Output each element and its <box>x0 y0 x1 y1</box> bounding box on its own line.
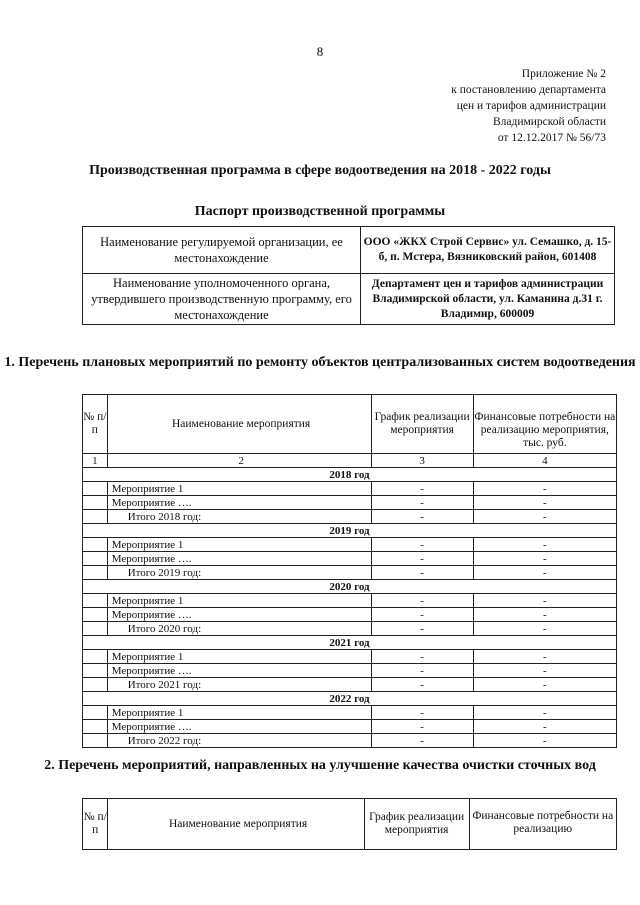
table-row <box>83 552 617 566</box>
measure-schedule: - <box>371 608 473 622</box>
total-schedule: - <box>371 734 473 748</box>
annex-block <box>451 66 606 146</box>
measure-schedule: - <box>371 496 473 510</box>
section1-title: 1. Перечень плановых мероприятий по ремонту объектов централизованных систем водоотведения <box>4 355 636 370</box>
row-number <box>83 510 108 524</box>
index-cell: 3 <box>371 454 473 468</box>
year-heading: 2021 год <box>83 636 617 650</box>
header-schedule: График реализации мероприятия <box>364 799 469 850</box>
table-row <box>83 706 617 720</box>
measure-name: Мероприятие …. <box>107 664 371 678</box>
year-heading: 2020 год <box>83 580 617 594</box>
year-row <box>83 580 617 594</box>
row-number <box>83 650 108 664</box>
measure-schedule: - <box>371 538 473 552</box>
measure-schedule: - <box>371 706 473 720</box>
total-finance: - <box>473 678 616 692</box>
table-row <box>83 594 617 608</box>
total-label: Итого 2019 год: <box>107 566 371 580</box>
row-number <box>83 482 108 496</box>
index-cell: 4 <box>473 454 616 468</box>
measure-finance: - <box>473 538 616 552</box>
table-row <box>83 496 617 510</box>
year-heading: 2022 год <box>83 692 617 706</box>
row-number <box>83 622 108 636</box>
header-number: № п/п <box>83 799 108 850</box>
section2-title: 2. Перечень мероприятий, направленных на улучшение качества очистки сточных вод <box>44 758 596 773</box>
measure-finance: - <box>473 594 616 608</box>
total-label: Итого 2022 год: <box>107 734 371 748</box>
passport-label: Наименование уполномоченного органа, утвердившего производственную программу, его местонахождение <box>83 274 361 325</box>
row-number <box>83 664 108 678</box>
total-label: Итого 2018 год: <box>107 510 371 524</box>
wastewater-measures-table <box>82 798 617 850</box>
total-row <box>83 734 617 748</box>
measure-finance: - <box>473 706 616 720</box>
header-schedule: График реализации мероприятия <box>371 395 473 454</box>
measure-finance: - <box>473 482 616 496</box>
measure-schedule: - <box>371 594 473 608</box>
measure-name: Мероприятие 1 <box>107 706 371 720</box>
row-number <box>83 538 108 552</box>
row-number <box>83 566 108 580</box>
annex-line: от 12.12.2017 № 56/73 <box>497 132 606 144</box>
annex-line: цен и тарифов администрации <box>456 100 606 112</box>
measure-schedule: - <box>371 720 473 734</box>
measure-name: Мероприятие 1 <box>107 650 371 664</box>
header-name: Наименование мероприятия <box>107 395 371 454</box>
total-finance: - <box>473 510 616 524</box>
annex-line: Владимирской области <box>492 116 606 128</box>
year-row <box>83 468 617 482</box>
total-finance: - <box>473 734 616 748</box>
row-number <box>83 496 108 510</box>
total-row <box>83 566 617 580</box>
year-heading: 2019 год <box>83 524 617 538</box>
measure-schedule: - <box>371 552 473 566</box>
passport-row <box>83 227 615 274</box>
total-finance: - <box>473 622 616 636</box>
measure-finance: - <box>473 650 616 664</box>
annex-line: Приложение № 2 <box>521 68 606 80</box>
table-header-row <box>83 799 617 850</box>
passport-label: Наименование регулируемой организации, ее местонахождение <box>83 227 361 274</box>
annex-line: к постановлению департамента <box>451 84 606 96</box>
total-schedule: - <box>371 566 473 580</box>
passport-row <box>83 274 615 325</box>
passport-table <box>82 226 615 325</box>
header-number: № п/п <box>83 395 108 454</box>
table-header-row <box>83 395 617 454</box>
total-schedule: - <box>371 678 473 692</box>
measure-name: Мероприятие …. <box>107 552 371 566</box>
total-row <box>83 510 617 524</box>
total-finance: - <box>473 566 616 580</box>
measure-name: Мероприятие 1 <box>107 482 371 496</box>
passport-value: Департамент цен и тарифов администрации Владимирской области, ул. Каманина д.31 г. Владимир, 600009 <box>361 274 615 325</box>
index-cell: 1 <box>83 454 108 468</box>
row-number <box>83 608 108 622</box>
measure-schedule: - <box>371 650 473 664</box>
year-row <box>83 524 617 538</box>
index-cell: 2 <box>107 454 371 468</box>
passport-value: ООО «ЖКХ Строй Сервис» ул. Семашко, д. 15-б, п. Мстера, Вязниковский район, 601408 <box>361 227 615 274</box>
total-row <box>83 622 617 636</box>
row-number <box>83 720 108 734</box>
header-name: Наименование мероприятия <box>108 799 364 850</box>
passport-title: Паспорт производственной программы <box>194 204 446 219</box>
measure-finance: - <box>473 664 616 678</box>
measure-finance: - <box>473 552 616 566</box>
row-number <box>83 594 108 608</box>
measure-name: Мероприятие …. <box>107 608 371 622</box>
total-schedule: - <box>371 622 473 636</box>
table-row <box>83 538 617 552</box>
measure-schedule: - <box>371 664 473 678</box>
measure-name: Мероприятие …. <box>107 720 371 734</box>
header-finance: Финансовые потребности на реализацию мероприятия, тыс. руб. <box>473 395 616 454</box>
total-row <box>83 678 617 692</box>
row-number <box>83 706 108 720</box>
year-row <box>83 692 617 706</box>
measure-name: Мероприятие 1 <box>107 538 371 552</box>
measure-finance: - <box>473 496 616 510</box>
total-schedule: - <box>371 510 473 524</box>
measure-name: Мероприятие 1 <box>107 594 371 608</box>
document-title: Производственная программа в сфере водоотведения на 2018 - 2022 годы <box>89 163 551 178</box>
measure-schedule: - <box>371 482 473 496</box>
repair-measures-table <box>82 394 617 748</box>
table-row <box>83 608 617 622</box>
total-label: Итого 2020 год: <box>107 622 371 636</box>
row-number <box>83 734 108 748</box>
year-heading: 2018 год <box>83 468 617 482</box>
table-row <box>83 482 617 496</box>
measure-finance: - <box>473 608 616 622</box>
total-label: Итого 2021 год: <box>107 678 371 692</box>
header-finance: Финансовые потребности на реализацию <box>469 799 617 850</box>
row-number <box>83 678 108 692</box>
row-number <box>83 552 108 566</box>
page-number: 8 <box>316 44 324 59</box>
year-row <box>83 636 617 650</box>
table-row <box>83 650 617 664</box>
table-row <box>83 664 617 678</box>
index-row <box>83 454 617 468</box>
measure-name: Мероприятие …. <box>107 496 371 510</box>
table-row <box>83 720 617 734</box>
measure-finance: - <box>473 720 616 734</box>
